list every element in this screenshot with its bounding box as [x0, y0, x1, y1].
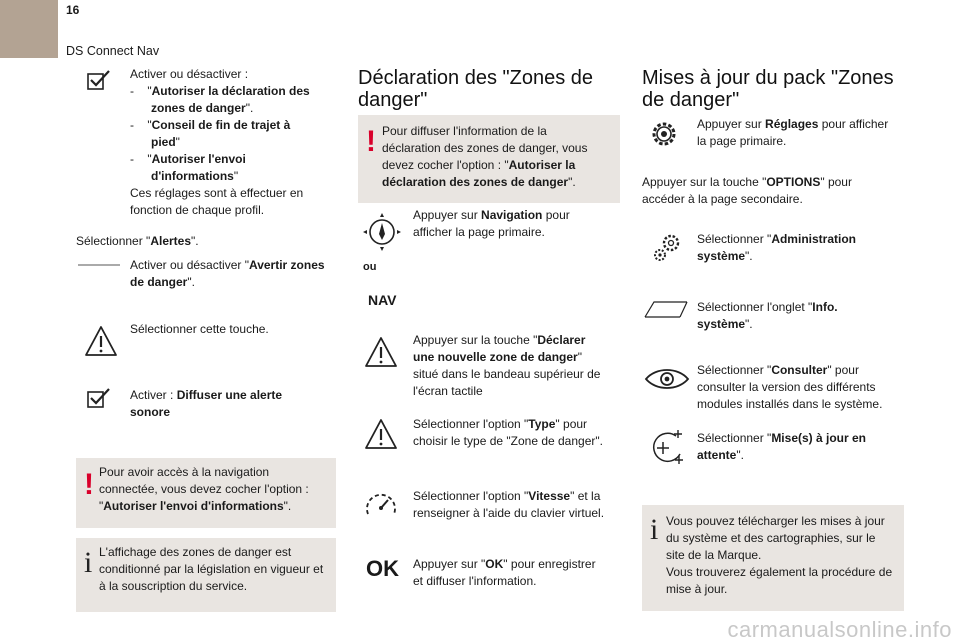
checkbox-icon [86, 386, 112, 410]
info-text: Vous pouvez télécharger les mises à jour [666, 514, 885, 528]
info-text: site de la Marque. [666, 548, 762, 562]
toggle-intro: Activer ou désactiver : [130, 67, 249, 81]
option-line: pied" [151, 135, 180, 149]
info-text: L'affichage des zones de danger est [99, 545, 292, 559]
speed-text: Sélectionner l'option "Vitesse" et la [413, 489, 601, 503]
warning-triangle-icon [84, 325, 118, 357]
info-icon: i [84, 546, 93, 579]
warning-text: déclaration des zones de danger, vous [382, 141, 588, 155]
warning-text: connectée, vous devez cocher l'option : [99, 482, 309, 496]
warning-text: Pour diffuser l'information de la [382, 124, 547, 138]
pending-text: attente". [697, 448, 744, 462]
warning-text: déclaration des zones de danger". [382, 175, 576, 189]
eye-icon [644, 364, 690, 394]
toggle-warn-text: Activer ou désactiver "Avertir zones [130, 258, 325, 272]
watermark: carmanualsonline.info [727, 617, 952, 640]
tab-icon [644, 298, 688, 320]
speed-text: renseigner à l'aide du clavier virtuel. [413, 506, 605, 520]
declare-text: situé dans le bandeau supérieur de [413, 367, 601, 381]
info-text: mise à jour. [666, 582, 728, 596]
options-text: accéder à la page secondaire. [642, 192, 803, 206]
option-line: d'informations" [151, 169, 239, 183]
section-title: Mises à jour du pack "Zones de danger" [642, 67, 894, 111]
or-label: ou [363, 261, 377, 273]
settings-note: Ces réglages sont à effectuer en [130, 186, 304, 200]
info-text: du système et des cartographies, sur le [666, 531, 876, 545]
ok-text: et diffuser l'information. [413, 574, 537, 588]
settings-text: la page primaire. [697, 134, 787, 148]
warning-exclamation-icon: ! [84, 468, 94, 501]
tab-text: Sélectionner l'onglet "Info. [697, 300, 838, 314]
warning-box [76, 458, 336, 528]
option-line: - "Autoriser la déclaration des [130, 84, 310, 98]
toggle-warn-text: de danger". [130, 275, 195, 289]
info-text: conditionné par la législation en vigueur et [99, 562, 324, 576]
section-title: Déclaration des "Zones de danger" [358, 67, 594, 111]
warning-triangle-icon [364, 418, 398, 450]
info-box [76, 538, 336, 612]
activate-alert-text: Activer : Diffuser une alerte [130, 388, 283, 402]
page-number: 16 [66, 3, 80, 17]
running-header: DS Connect Nav [66, 44, 160, 58]
pending-text: Sélectionner "Mise(s) à jour en [697, 431, 866, 445]
declare-text: une nouvelle zone de danger" [413, 350, 582, 364]
option-line: - "Conseil de fin de trajet à [130, 118, 291, 132]
options-text: Appuyer sur la touche "OPTIONS" pour [642, 175, 852, 189]
info-icon: i [650, 513, 659, 546]
admin-text: Sélectionner "Administration [697, 232, 856, 246]
settings-note: fonction de chaque profil. [130, 203, 265, 217]
warning-text: "Autoriser l'envoi d'informations". [99, 499, 292, 513]
option-line: - "Autoriser l'envoi [130, 152, 246, 166]
consult-text: consulter la version des différents [697, 380, 876, 394]
ok-text: Appuyer sur "OK" pour enregistrer [413, 557, 596, 571]
settings-gear-icon [646, 116, 682, 152]
consult-text: modules installés dans le système. [697, 397, 883, 411]
warning-text: devez cocher l'option : "Autoriser la [382, 158, 576, 172]
speedometer-icon [364, 490, 398, 520]
settings-text: Appuyer sur Réglages pour afficher [697, 117, 889, 131]
activate-alert-text: sonore [130, 405, 171, 419]
option-line: zones de danger". [151, 101, 254, 115]
declare-text: Appuyer sur la touche "Déclarer [413, 333, 586, 347]
warning-text: Pour avoir accès à la navigation [99, 465, 270, 479]
admin-gears-icon [650, 230, 686, 266]
checkbox-icon [86, 68, 112, 92]
type-text: choisir le type de "Zone de danger". [413, 434, 603, 448]
warning-box [358, 115, 620, 203]
nav-text: afficher la page primaire. [413, 225, 545, 239]
navigation-compass-icon [360, 210, 404, 254]
slider-icon [78, 260, 120, 270]
nav-key-label: NAV [368, 292, 397, 308]
ok-key-label: OK [366, 556, 399, 581]
warning-exclamation-icon: ! [366, 125, 376, 158]
info-text: à la souscription du service. [99, 579, 248, 593]
type-text: Sélectionner l'option "Type" pour [413, 417, 588, 431]
warning-triangle-icon [364, 336, 398, 368]
pending-update-icon [646, 428, 688, 468]
tab-text: système". [697, 317, 753, 331]
declare-text: l'écran tactile [413, 384, 483, 398]
page-corner-tab [0, 0, 58, 58]
info-box [642, 505, 904, 611]
consult-text: Sélectionner "Consulter" pour [697, 363, 859, 377]
info-text: Vous trouverez également la procédure de [666, 565, 893, 579]
nav-text: Appuyer sur Navigation pour [413, 208, 570, 222]
select-alerts-text: Sélectionner "Alertes". [76, 234, 199, 248]
select-key-text: Sélectionner cette touche. [130, 322, 269, 336]
admin-text: système". [697, 249, 753, 263]
